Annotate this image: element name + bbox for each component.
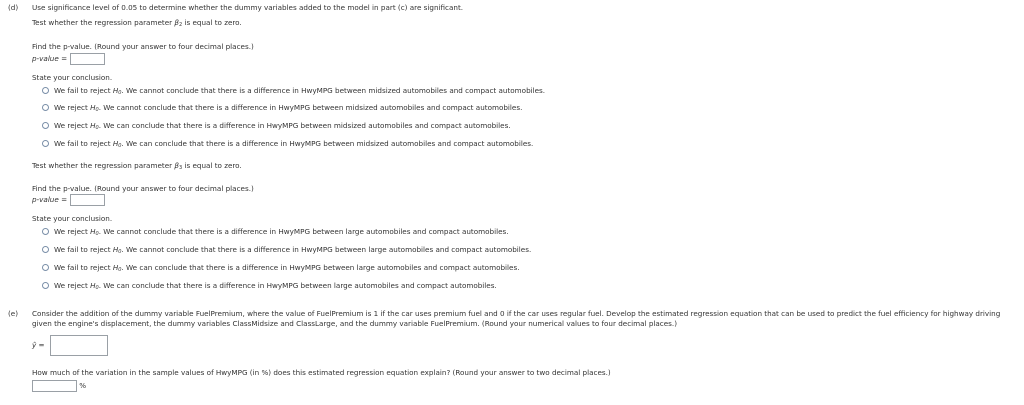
radio-button-icon[interactable] [42, 246, 49, 253]
variation-question: How much of the variation in the sample values of HwyMPG (in %) does this estimated regression equation explain? (Round your answer to two decimal places.) [32, 368, 611, 377]
radio-button-icon[interactable] [42, 228, 49, 235]
h0-symbol: $H_0$ [90, 227, 99, 237]
q2-conclusion-option-3[interactable]: We fail to reject $H_0$. We can conclude that there is a difference in HwyMPG between large automobiles and compact automobiles. [42, 263, 519, 273]
q1-conclusion-option-3[interactable]: We reject $H_0$. We can conclude that there is a difference in HwyMPG between midsized automobiles and compact automobiles. [42, 121, 511, 131]
beta-symbol: β [174, 18, 179, 27]
beta-symbol: β [174, 161, 179, 170]
regression-equation-input[interactable] [50, 335, 108, 356]
pct-row [32, 380, 86, 392]
h0-symbol: $H_0$ [90, 121, 99, 131]
q2-p-row [32, 194, 105, 206]
yhat-row [32, 335, 108, 356]
q1-p-label: p-value = [32, 54, 68, 63]
q2-p-value-input[interactable] [70, 194, 105, 206]
h0-symbol: $H_0$ [112, 86, 122, 96]
part-e-intro: Consider the addition of the dummy variable FuelPremium, where the value of FuelPremium is 1 if the car uses premium fuel and 0 if the car uses regular fuel. Develop the estimated regression equation that can be used to predict the fuel efficiency for highway driving given the engine's displacement, the dummy variables ClassMidsize and ClassLarge, and the dummy variable FuelPremium. (Round your numerical values to four decimal places.) [32, 309, 1001, 328]
radio-button-icon[interactable] [42, 282, 49, 289]
part-d-label: (d) [8, 3, 19, 12]
q1-conclusion-option-4[interactable]: We fail to reject $H_0$. We can conclude that there is a difference in HwyMPG between midsized automobiles and compact automobiles. [42, 139, 533, 149]
q1-test-statement: Test whether the regression parameter $\beta_2$ is equal to zero. [32, 18, 242, 28]
h0-symbol: $H_0$ [112, 139, 122, 149]
radio-button-icon[interactable] [42, 264, 49, 271]
h0-symbol: $H_0$ [112, 263, 122, 273]
q2-p-label: p-value = [32, 195, 68, 204]
q2-conclusion-option-4[interactable]: We reject $H_0$. We can conclude that there is a difference in HwyMPG between large automobiles and compact automobiles. [42, 281, 497, 291]
q1-conclusion-option-2[interactable]: We reject $H_0$. We cannot conclude that there is a difference in HwyMPG between midsized automobiles and compact automobiles. [42, 103, 522, 113]
yhat-label: ŷ = [32, 340, 45, 350]
h0-symbol: $H_0$ [90, 103, 99, 113]
q2-find-p: Find the p-value. (Round your answer to four decimal places.) [32, 184, 254, 193]
h0-symbol: $H_0$ [112, 245, 122, 255]
q1-find-p: Find the p-value. (Round your answer to four decimal places.) [32, 42, 254, 51]
q1-conclusion-option-1[interactable]: We fail to reject $H_0$. We cannot conclude that there is a difference in HwyMPG between midsized automobiles and compact automobiles. [42, 86, 545, 96]
radio-button-icon[interactable] [42, 104, 49, 111]
q2-conclusion-label: State your conclusion. [32, 214, 113, 223]
part-e-label: (e) [8, 309, 19, 318]
q1-p-row [32, 53, 105, 65]
h0-symbol: $H_0$ [90, 281, 99, 291]
q2-conclusion-option-2[interactable]: We fail to reject $H_0$. We cannot conclude that there is a difference in HwyMPG between large automobiles and compact automobiles. [42, 245, 531, 255]
q1-conclusion-label: State your conclusion. [32, 73, 113, 82]
q1-p-value-input[interactable] [70, 53, 105, 65]
q2-test-statement: Test whether the regression parameter $\beta_3$ is equal to zero. [32, 161, 242, 171]
q2-conclusion-option-1[interactable]: We reject $H_0$. We cannot conclude that there is a difference in HwyMPG between large automobiles and compact automobiles. [42, 227, 509, 237]
radio-button-icon[interactable] [42, 87, 49, 94]
variation-percent-input[interactable] [32, 380, 77, 392]
radio-button-icon[interactable] [42, 140, 49, 147]
part-d-intro: Use significance level of 0.05 to determine whether the dummy variables added to the model in part (c) are significant. [32, 3, 464, 12]
percent-unit: % [79, 381, 87, 390]
radio-button-icon[interactable] [42, 122, 49, 129]
